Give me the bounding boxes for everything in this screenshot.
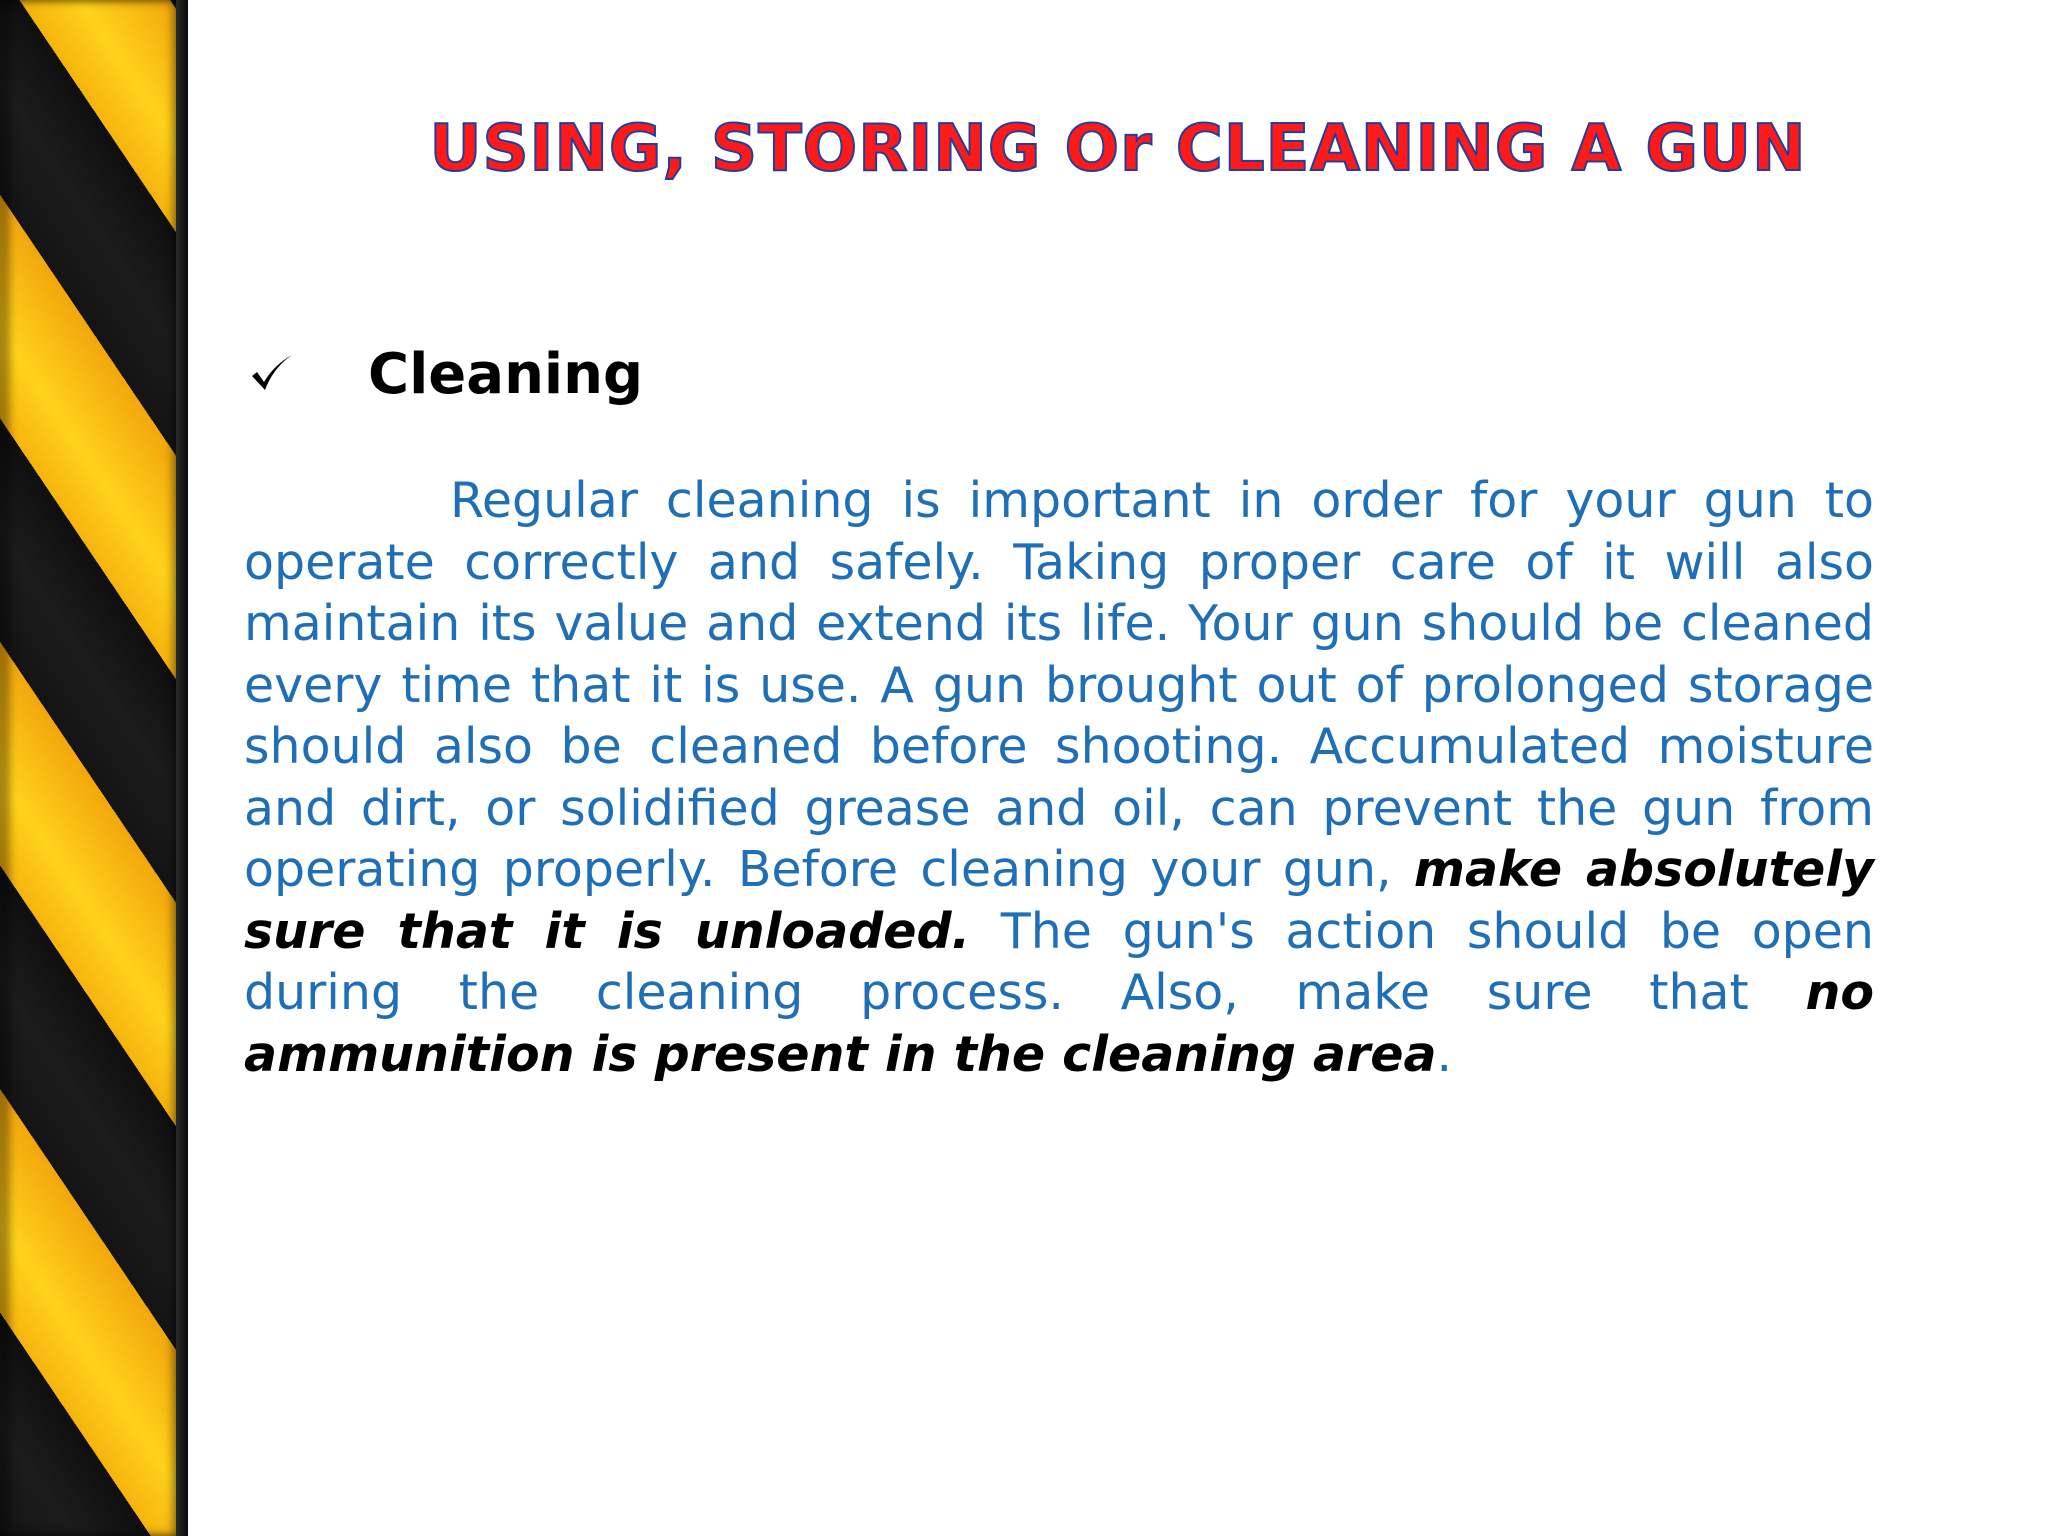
check-icon <box>246 350 296 400</box>
hazard-stripe-border <box>0 0 188 1536</box>
bullet-heading: Cleaning <box>368 342 644 407</box>
body-paragraph <box>244 470 1874 1085</box>
body-text-part-3: . <box>1436 1025 1453 1083</box>
slide-title: USING, STORING Or CLEANING A GUN <box>429 112 1807 186</box>
body-text-part-2: The gun's action should be open during the cleaning process. Also, make sure that <box>244 902 1874 1021</box>
bullet-item-cleaning <box>246 342 643 407</box>
emphasis-no-ammunition: no ammunition is present in the cleaning area <box>244 964 1874 1083</box>
body-text-part-1: Regular cleaning is important in order for your gun to operate correctly and safely. Taking proper care of it will also maintain its value and extend its life. Your gun should be cleaned every time that it is use. A gun brought out of prolonged storage should also be cleaned before shooting. Accumulated moisture and dirt, or solidified grease and oil, can prevent the gun from operating properly. Before cleaning your gun, <box>244 472 1874 898</box>
emphasis-unloaded: make absolutely sure that it is unloaded. <box>244 841 1874 960</box>
hazard-stripe-edge <box>176 0 188 1536</box>
